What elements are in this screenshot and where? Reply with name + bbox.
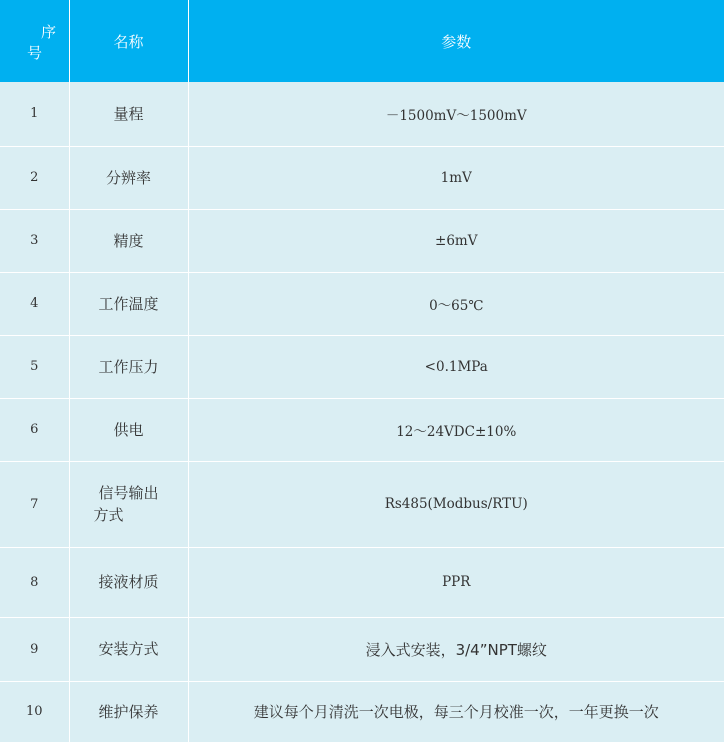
- row-name: 分辨率: [69, 146, 188, 209]
- header-name: 名称: [69, 0, 188, 82]
- row-number: 4: [0, 272, 69, 335]
- row-number: 8: [0, 547, 69, 617]
- row-name: 安装方式: [69, 617, 188, 681]
- row-number: 2: [0, 146, 69, 209]
- header-seq-char-2: 号: [27, 44, 43, 62]
- row-number: 5: [0, 335, 69, 398]
- table-row: [0, 82, 724, 146]
- row-value: ±6mV: [188, 209, 724, 272]
- row-name-line-2: 方式: [93, 506, 124, 524]
- row-name: 精度: [69, 209, 188, 272]
- row-name: 维护保养: [69, 681, 188, 742]
- table-row: [0, 617, 724, 681]
- row-value: 12～24VDC±10%: [188, 398, 724, 461]
- row-value: PPR: [188, 547, 724, 617]
- table-row: [0, 398, 724, 461]
- table-row: [0, 335, 724, 398]
- table-header-row: [0, 0, 724, 82]
- header-seq-char-1: 序: [41, 23, 57, 41]
- row-name: 接液材质: [69, 547, 188, 617]
- table-row: [0, 209, 724, 272]
- row-value: <0.1MPa: [188, 335, 724, 398]
- table-row: [0, 146, 724, 209]
- row-value: 0～65℃: [188, 272, 724, 335]
- row-name: [69, 461, 188, 547]
- row-number: 9: [0, 617, 69, 681]
- row-number: 10: [0, 681, 69, 742]
- row-number: 1: [0, 82, 69, 146]
- row-name: 工作温度: [69, 272, 188, 335]
- table-row: [0, 547, 724, 617]
- row-number: 7: [0, 461, 69, 547]
- table-row: [0, 461, 724, 547]
- row-name: 供电: [69, 398, 188, 461]
- row-number: 3: [0, 209, 69, 272]
- row-value: Rs485(Modbus/RTU): [188, 461, 724, 547]
- table-row: [0, 681, 724, 742]
- table-row: [0, 272, 724, 335]
- row-name-line-1: 信号输出: [98, 484, 159, 502]
- header-params: 参数: [188, 0, 724, 82]
- row-value: 浸入式安装，3/4”NPT螺纹: [188, 617, 724, 681]
- row-value: －1500mV～1500mV: [188, 82, 724, 146]
- row-value: 建议每个月清洗一次电极，每三个月校准一次，一年更换一次: [188, 681, 724, 742]
- row-value: 1mV: [188, 146, 724, 209]
- header-seq: [0, 0, 69, 82]
- row-name: 工作压力: [69, 335, 188, 398]
- row-name: 量程: [69, 82, 188, 146]
- row-number: 6: [0, 398, 69, 461]
